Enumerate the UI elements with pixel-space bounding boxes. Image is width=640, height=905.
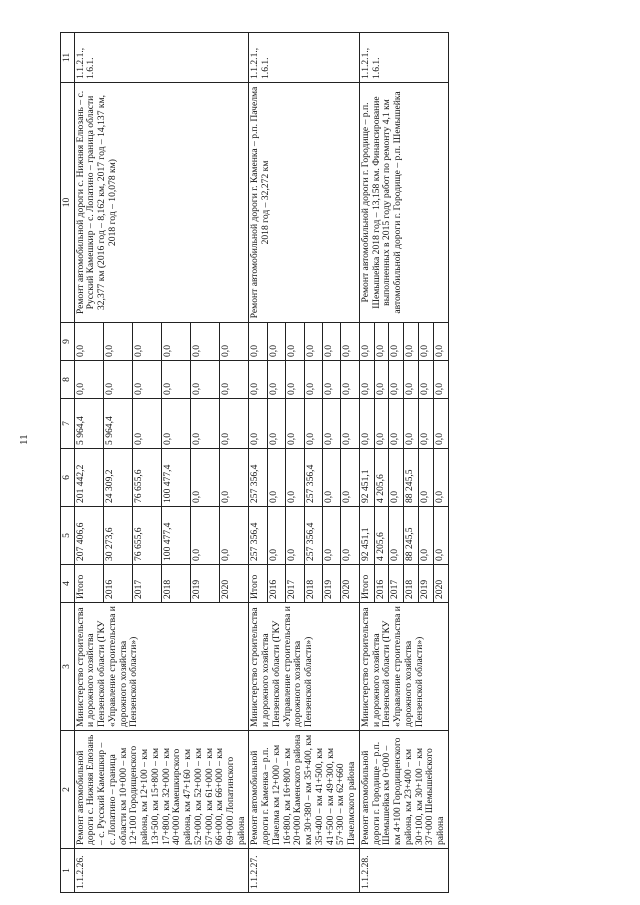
other-sources-cell: 0,0 bbox=[359, 323, 374, 361]
total-funds-cell: 30 273,6 bbox=[103, 507, 132, 565]
regional-budget-cell: 4 205,6 bbox=[374, 449, 389, 507]
federal-budget-cell: 0,0 bbox=[359, 399, 374, 449]
col-header-3: 3 bbox=[61, 603, 75, 731]
measure-number-cell: 1.1.2.26. bbox=[74, 849, 249, 893]
local-budget-cell: 0,0 bbox=[404, 361, 419, 399]
federal-budget-cell: 0,0 bbox=[419, 399, 434, 449]
indicator-links-cell: 1.1.2.1., 1.6.1. bbox=[249, 33, 359, 83]
other-sources-cell: 0,0 bbox=[132, 323, 161, 361]
measure-number-cell: 1.1.2.27. bbox=[249, 849, 359, 893]
other-sources-cell: 0,0 bbox=[419, 323, 434, 361]
other-sources-cell: 0,0 bbox=[286, 323, 304, 361]
local-budget-cell: 0,0 bbox=[267, 361, 285, 399]
expected-result-cell: Ремонт автомобильной дороги г. Городище – р.п. Шемышейка 2018 год – 13,158 км. Финансирование выполненных в 2015 году работ по ремонту 4,1 км автомобильной дороги г. Городище – р.п. Шемышейка bbox=[359, 83, 448, 323]
other-sources-cell: 0,0 bbox=[304, 323, 322, 361]
local-budget-cell: 0,0 bbox=[162, 361, 191, 399]
year-cell: 2017 bbox=[132, 565, 161, 603]
table-body bbox=[74, 33, 448, 893]
year-cell: 2016 bbox=[103, 565, 132, 603]
indicator-links-cell: 1.1.2.1., 1.6.1. bbox=[359, 33, 448, 83]
other-sources-cell: 0,0 bbox=[341, 323, 359, 361]
column-number-row bbox=[61, 33, 75, 893]
local-budget-cell: 0,0 bbox=[359, 361, 374, 399]
year-cell: 2019 bbox=[323, 565, 341, 603]
year-cell: 2018 bbox=[162, 565, 191, 603]
local-budget-cell: 0,0 bbox=[374, 361, 389, 399]
local-budget-cell: 0,0 bbox=[74, 361, 103, 399]
federal-budget-cell: 0,0 bbox=[249, 399, 267, 449]
col-header-7: 7 bbox=[61, 399, 75, 449]
regional-budget-cell: 0,0 bbox=[433, 449, 448, 507]
year-cell: Итого bbox=[74, 565, 103, 603]
federal-budget-cell: 0,0 bbox=[389, 399, 404, 449]
year-cell: 2018 bbox=[304, 565, 322, 603]
col-header-2: 2 bbox=[61, 731, 75, 849]
other-sources-cell: 0,0 bbox=[404, 323, 419, 361]
regional-budget-cell: 24 309,2 bbox=[103, 449, 132, 507]
local-budget-cell: 0,0 bbox=[220, 361, 249, 399]
other-sources-cell: 0,0 bbox=[389, 323, 404, 361]
col-header-10: 10 bbox=[61, 83, 75, 323]
total-funds-cell: 0,0 bbox=[389, 507, 404, 565]
regional-budget-cell: 92 451,1 bbox=[359, 449, 374, 507]
local-budget-cell: 0,0 bbox=[132, 361, 161, 399]
expected-result-cell: Ремонт автомобильной дороги г. Каменка – р.п. Пачелма 2018 год – 32,272 км bbox=[249, 83, 359, 323]
col-header-6: 6 bbox=[61, 449, 75, 507]
regional-budget-cell: 257 356,4 bbox=[249, 449, 267, 507]
total-funds-cell: 0,0 bbox=[286, 507, 304, 565]
local-budget-cell: 0,0 bbox=[433, 361, 448, 399]
col-header-5: 5 bbox=[61, 507, 75, 565]
federal-budget-cell: 0,0 bbox=[267, 399, 285, 449]
federal-budget-cell: 5 964,4 bbox=[103, 399, 132, 449]
executor-cell: Министерство строительства и дорожного хозяйства Пензенской области (ГКУ «Управление строительства и дорожного хозяйства Пензенской области») bbox=[359, 603, 448, 731]
page-number: 11 bbox=[18, 434, 30, 445]
regional-budget-cell: 201 442,2 bbox=[74, 449, 103, 507]
year-cell: 2020 bbox=[433, 565, 448, 603]
regional-budget-cell: 0,0 bbox=[341, 449, 359, 507]
other-sources-cell: 0,0 bbox=[74, 323, 103, 361]
regional-budget-cell: 0,0 bbox=[323, 449, 341, 507]
local-budget-cell: 0,0 bbox=[341, 361, 359, 399]
regional-budget-cell: 100 477,4 bbox=[162, 449, 191, 507]
regional-budget-cell: 0,0 bbox=[389, 449, 404, 507]
regional-budget-cell: 76 655,6 bbox=[132, 449, 161, 507]
col-header-1: 1 bbox=[61, 849, 75, 893]
federal-budget-cell: 0,0 bbox=[433, 399, 448, 449]
local-budget-cell: 0,0 bbox=[389, 361, 404, 399]
regional-budget-cell: 0,0 bbox=[286, 449, 304, 507]
federal-budget-cell: 0,0 bbox=[323, 399, 341, 449]
regional-budget-cell: 0,0 bbox=[419, 449, 434, 507]
federal-budget-cell: 0,0 bbox=[341, 399, 359, 449]
total-funds-cell: 88 245,5 bbox=[404, 507, 419, 565]
col-header-9: 9 bbox=[61, 323, 75, 361]
measure-object-cell: Ремонт автомобильной дороги г. Городище – р.п. Шемышейка км 0+000 – км 4+100 Городищенского района, км 23+400 – км 30+100, км 30+100 – км 37+000 Шемышейского района bbox=[359, 731, 448, 849]
local-budget-cell: 0,0 bbox=[419, 361, 434, 399]
regional-budget-cell: 0,0 bbox=[220, 449, 249, 507]
col-header-8: 8 bbox=[61, 361, 75, 399]
total-funds-cell: 0,0 bbox=[191, 507, 220, 565]
measure-object-cell: Ремонт автомобильной дороги г. Каменка – р.п. Пачелма км 12+000 – км 16+800, км 16+800 – км 20+000 Каменского района км 30+380 – км 35+400, км 35+400 – км 41+500, км 41+500 – км 49+300, км 57+300 – км 62+660 Пачелмского района bbox=[249, 731, 359, 849]
other-sources-cell: 0,0 bbox=[249, 323, 267, 361]
total-funds-cell: 257 356,4 bbox=[304, 507, 322, 565]
total-funds-cell: 92 451,1 bbox=[359, 507, 374, 565]
year-cell: 2020 bbox=[341, 565, 359, 603]
total-funds-cell: 0,0 bbox=[323, 507, 341, 565]
federal-budget-cell: 0,0 bbox=[286, 399, 304, 449]
total-funds-cell: 0,0 bbox=[220, 507, 249, 565]
indicator-links-cell: 1.1.2.1., 1.6.1. bbox=[74, 33, 249, 83]
total-funds-cell: 0,0 bbox=[433, 507, 448, 565]
federal-budget-cell: 0,0 bbox=[374, 399, 389, 449]
rotated-table-container bbox=[60, 33, 632, 893]
regional-budget-cell: 0,0 bbox=[191, 449, 220, 507]
year-cell: 2017 bbox=[389, 565, 404, 603]
local-budget-cell: 0,0 bbox=[304, 361, 322, 399]
other-sources-cell: 0,0 bbox=[323, 323, 341, 361]
col-header-4: 4 bbox=[61, 565, 75, 603]
federal-budget-cell: 0,0 bbox=[304, 399, 322, 449]
program-measures-table bbox=[60, 32, 449, 893]
regional-budget-cell: 0,0 bbox=[267, 449, 285, 507]
total-funds-cell: 0,0 bbox=[267, 507, 285, 565]
federal-budget-cell: 0,0 bbox=[132, 399, 161, 449]
year-cell: Итого bbox=[249, 565, 267, 603]
other-sources-cell: 0,0 bbox=[103, 323, 132, 361]
year-cell: 2016 bbox=[374, 565, 389, 603]
other-sources-cell: 0,0 bbox=[374, 323, 389, 361]
federal-budget-cell: 5 964,4 bbox=[74, 399, 103, 449]
col-header-11: 11 bbox=[61, 33, 75, 83]
year-cell: 2019 bbox=[191, 565, 220, 603]
total-funds-cell: 207 406,6 bbox=[74, 507, 103, 565]
table-row bbox=[359, 33, 374, 893]
other-sources-cell: 0,0 bbox=[220, 323, 249, 361]
federal-budget-cell: 0,0 bbox=[162, 399, 191, 449]
year-cell: 2016 bbox=[267, 565, 285, 603]
table-row bbox=[74, 33, 103, 893]
other-sources-cell: 0,0 bbox=[191, 323, 220, 361]
local-budget-cell: 0,0 bbox=[191, 361, 220, 399]
federal-budget-cell: 0,0 bbox=[404, 399, 419, 449]
executor-cell: Министерство строительства и дорожного хозяйства Пензенской области (ГКУ «Управление строительства и дорожного хозяйства Пензенской области») bbox=[74, 603, 249, 731]
total-funds-cell: 257 356,4 bbox=[249, 507, 267, 565]
total-funds-cell: 0,0 bbox=[419, 507, 434, 565]
executor-cell: Министерство строительства и дорожного хозяйства Пензенской области (ГКУ «Управление строительства и дорожного хозяйства Пензенской области») bbox=[249, 603, 359, 731]
local-budget-cell: 0,0 bbox=[323, 361, 341, 399]
total-funds-cell: 0,0 bbox=[341, 507, 359, 565]
table-row bbox=[249, 33, 267, 893]
other-sources-cell: 0,0 bbox=[162, 323, 191, 361]
year-cell: 2018 bbox=[404, 565, 419, 603]
year-cell: 2019 bbox=[419, 565, 434, 603]
local-budget-cell: 0,0 bbox=[249, 361, 267, 399]
regional-budget-cell: 88 245,5 bbox=[404, 449, 419, 507]
year-cell: 2017 bbox=[286, 565, 304, 603]
federal-budget-cell: 0,0 bbox=[191, 399, 220, 449]
year-cell: Итого bbox=[359, 565, 374, 603]
measure-number-cell: 1.1.2.28. bbox=[359, 849, 448, 893]
total-funds-cell: 76 655,6 bbox=[132, 507, 161, 565]
local-budget-cell: 0,0 bbox=[103, 361, 132, 399]
total-funds-cell: 4 205,6 bbox=[374, 507, 389, 565]
regional-budget-cell: 257 356,4 bbox=[304, 449, 322, 507]
other-sources-cell: 0,0 bbox=[433, 323, 448, 361]
total-funds-cell: 100 477,4 bbox=[162, 507, 191, 565]
federal-budget-cell: 0,0 bbox=[220, 399, 249, 449]
local-budget-cell: 0,0 bbox=[286, 361, 304, 399]
other-sources-cell: 0,0 bbox=[267, 323, 285, 361]
expected-result-cell: Ремонт автомобильной дороги с. Нижняя Елюзань – с. Русский Камешкир – с. Лопатино – граница области 32,377 км (2016 год – 8,162 км, 2017 год – 14,137 км, 2018 год – 10,078 км) bbox=[74, 83, 249, 323]
measure-object-cell: Ремонт автомобильной дороги с. Нижняя Елюзань – с. Русский Камешкир – с. Лопатино – граница области км 10+000 – км 12+100 Городищенского района, км 12+100 – км 13+500, км 15+800 – км 17+800, км 32+000 – км 40+000 Камешкирского района, км 47+160 – км 52+000, км 52+000 – км 57+000, км 61+000 – км 66+000, км 66+000 – км 69+000 Лопатинского района bbox=[74, 731, 249, 849]
year-cell: 2020 bbox=[220, 565, 249, 603]
